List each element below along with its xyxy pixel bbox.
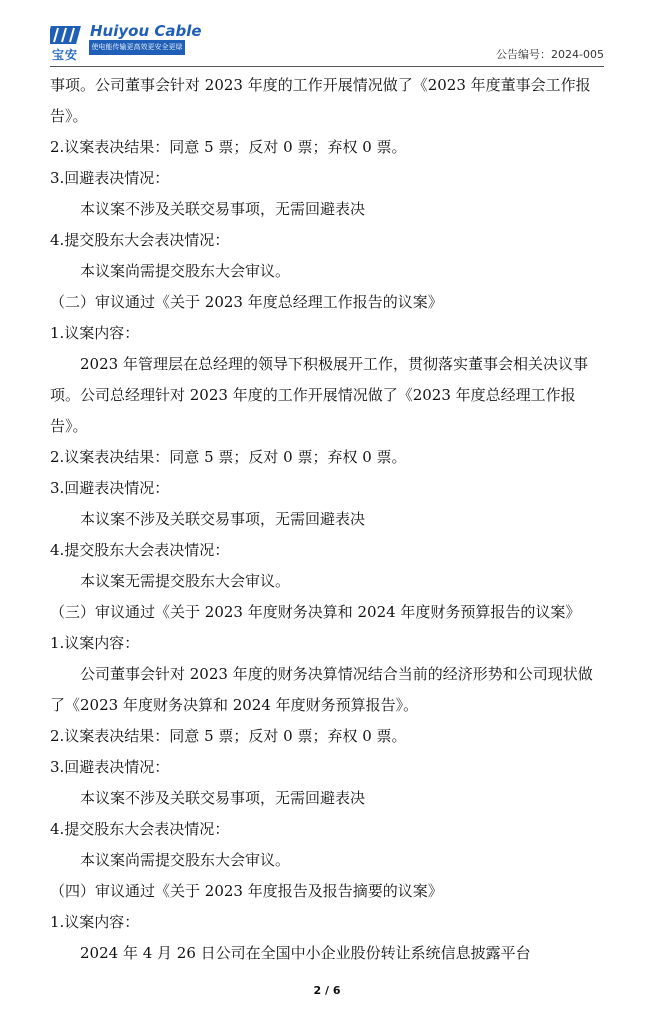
paragraph: 2023 年管理层在总经理的领导下积极展开工作，贯彻落实董事会相关决议事项。公司总经理针对 2023 年度的工作开展情况做了《2023 年度总经理工作报告》。 [50,355,588,435]
section-heading: （二）审议通过《关于 2023 年度总经理工作报告的议案》 [50,293,443,311]
paragraph: 本议案尚需提交股东大会审议。 [80,262,291,280]
announcement-number: 公告编号：2024-005 [496,48,604,61]
logo-tagline: 使电能传输更高效更安全更绿色 [89,40,185,55]
paragraph: 2.议案表决结果：同意 5 票；反对 0 票；弃权 0 票。 [50,727,407,745]
paragraph: 事项。公司董事会针对 2023 年度的工作开展情况做了《2023 年度董事会工作报告》。 [50,76,591,125]
paragraph: 1.议案内容： [50,324,140,342]
paragraph: 公司董事会针对 2023 年度的财务决算情况结合当前的经济形势和公司现状做了《2023 年度财务决算和 2024 年度财务预算报告》。 [50,665,593,714]
paragraph: 2.议案表决结果：同意 5 票；反对 0 票；弃权 0 票。 [50,448,407,466]
paragraph: 3.回避表决情况： [50,479,170,497]
page-header [0,0,654,66]
paragraph: 1.议案内容： [50,913,140,931]
paragraph: 本议案不涉及关联交易事项，无需回避表决 [80,789,366,807]
paragraph: 本议案无需提交股东大会审议。 [80,572,291,590]
page-number: 2 / 6 [313,984,341,997]
paragraph: 本议案不涉及关联交易事项，无需回避表决 [80,510,366,528]
paragraph: 4.提交股东大会表决情况： [50,541,230,559]
paragraph: 3.回避表决情况： [50,169,170,187]
paragraph: 1.议案内容： [50,634,140,652]
logo-english-name: Huiyou Cable [90,22,202,40]
logo-chinese-name: 宝安 [52,48,79,62]
paragraph: 4.提交股东大会表决情况： [50,820,230,838]
section-heading: （四）审议通过《关于 2023 年度报告及报告摘要的议案》 [50,882,443,900]
section-heading: （三）审议通过《关于 2023 年度财务决算和 2024 年度财务预算报告的议案》 [50,603,581,621]
paragraph: 4.提交股东大会表决情况： [50,231,230,249]
header-divider [50,66,604,67]
paragraph: 2024 年 4 月 26 日公司在全国中小企业股份转让系统信息披露平台 [80,944,531,962]
paragraph: 2.议案表决结果：同意 5 票；反对 0 票；弃权 0 票。 [50,138,407,156]
paragraph: 本议案尚需提交股东大会审议。 [80,851,291,869]
document-body [50,70,606,969]
paragraph: 3.回避表决情况： [50,758,170,776]
paragraph: 本议案不涉及关联交易事项，无需回避表决 [80,200,366,218]
